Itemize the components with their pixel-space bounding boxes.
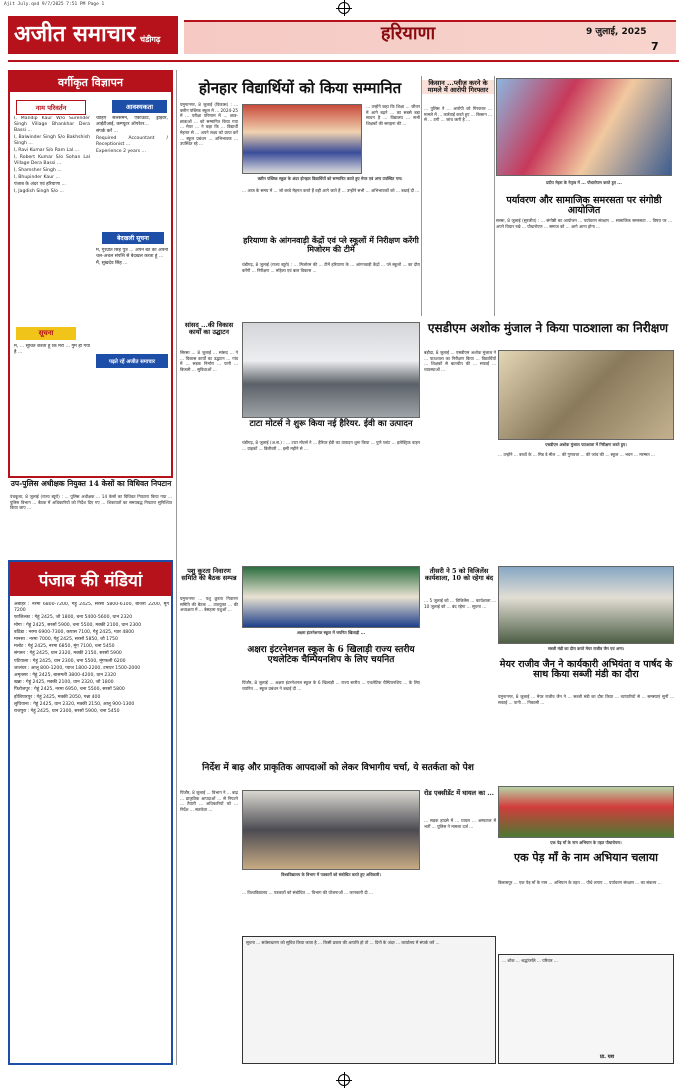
classifieds-block xyxy=(8,70,173,478)
paper-name: अजीत समाचार xyxy=(14,21,136,47)
mandi-entry: अबोहर : नरमा 6800-7200, गेहूं 2425, सरसों 5800-6100, बाजरा 2200, मूंग 7200 xyxy=(14,602,169,614)
police-body: पंचकूला, 8 जुलाई (राज्य ब्यूरो) : ... पुलिस अधीक्षक ... 14 केसों का विधिवत निपटारा किया गया ... पुलिस विभाग ... बैठक में अधिकारियों को निर्देश दिए गए ... शिकायतों का समयबद्ध निपटारा सुनिश्चित किया जाए ... xyxy=(10,494,172,511)
police-headline: उप-पुलिस अधीक्षक नियुक्त 14 केसों का विधिवत निपटान xyxy=(10,479,172,488)
author-credit: प्रा. यश xyxy=(600,1054,615,1060)
harrier-photo xyxy=(242,322,420,418)
pashu-headline: पशु कुरता निवारण समिति की बैठक सम्पन्न xyxy=(181,567,237,583)
mandi-entry: होशियारपुर : गेहूं 2425, मक्की 2050, गन्ना 400 xyxy=(14,694,101,700)
mandi-entry: जालंधर : आलू 800-1200, प्याज 1800-2200, टमाटर 1500-2000 xyxy=(14,665,141,671)
event-photo xyxy=(496,78,672,176)
page-number: 7 xyxy=(651,40,659,53)
tata-headline: टाटा मोटर्स ने शुरू किया नई हैरियर. ईवी का उत्पादन xyxy=(249,419,413,429)
mandi-entry: बठिंडा : नरमा 6900-7300, कपास 7100, गेहूं 2425, ग्वार 4800 xyxy=(14,629,135,635)
ped-body: बिलासपुर ... एक पेड़ माँ के नाम ... अभियान के तहत ... पौधे लगाए ... पर्यावरण संरक्षण ... का संकल्प ... xyxy=(498,880,662,885)
sdm-photo-caption: एसडीएम अशोक मुंजाल पाठशाला में निरीक्षण करते हुए। xyxy=(545,442,627,447)
classifieds-title: वर्गीकृत विज्ञापन xyxy=(58,76,123,89)
notice-banner: पढ़ते रहें अजीत समाचार xyxy=(96,354,168,368)
kisan-headline: किसान ...प्लीज़ करने के मामले में आरोपी गिरफ्तार xyxy=(422,80,494,94)
city-name: चंडीगढ़ xyxy=(140,35,161,44)
mandi-entry: मोगा : गेहूं 2425, सरसों 5900, चना 5500, मक्की 2100, धान 2300 xyxy=(14,622,142,628)
photo-box-text: ... शोक ... श्रद्धांजलि ... परिवार ... xyxy=(502,958,558,963)
bottom-body-col2: ... विश्वविद्यालय ... पत्रकारों को संबोधित ... विभाग की योजनाओं ... जानकारी दी ... xyxy=(242,890,373,895)
mandi-entry: राजपुरा : गेहूं 2425, धान 2300, सरसों 5900, चना 5450 xyxy=(14,709,120,715)
print-slug: Ajit July.qxd 9/7/2025 7:51 PM Page 1 xyxy=(4,2,105,7)
mandi-entry: फिरोजपुर : गेहूं 2425, नरमा 6950, चना 5500, सरसों 5800 xyxy=(14,687,125,693)
ped-headline: एक पेड़ माँ के नाम अभियान चलाया xyxy=(514,851,658,864)
mandi-entry: संगरूर : गेहूं 2425, धान 2320, मक्की 2150, सरसों 5900 xyxy=(14,651,122,657)
press-photo-caption: विश्वविद्यालय के विभाग में पत्रकारों को संबोधित करते हुए अधिकारी। xyxy=(281,872,381,877)
masthead xyxy=(8,14,679,58)
main-body: यमुनानगर, 8 जुलाई (विकास) : ... क्लीन पब्लिक स्कूल में ... 2024-25 में ... परीक्षा परिणाम में ... छात्र-छात्राओं ... को सम्मानित किया गया ... मेयर ... ने कहा कि ... विद्यार्थी मेहनत से ... अपने लक्ष्य को प्राप्त करें ... स्कूल प्रबंधन ... अभिभावक ... उपस्थित रहे ... xyxy=(180,102,238,147)
anganwadi-body: चंडीगढ़, 8 जुलाई (राज्य ब्यूरो) : ... मिजोरम की ... टीमें हरियाणा के ... आंगनवाड़ी केंद्रों ... प्ले स्कूलों ... का दौरा करेंगी ... निरीक्षण ... महिला एवं बाल विकास ... xyxy=(242,262,420,273)
classified-ad: I, Mandip Kaur W/o Surender Singh Village Bhankhar Dera Bassi ... I, Balwinder Singh S/o Bakhshish Singh ... I, Ravi Kumar S/o Ram Lal ... I, Robert Kumar S/o Sohan Lal Village Dera Bassi ... I, Shamsher Singh ... I, Bhupinder Kaur ... पंजाब के अंदर एवं हरियाणा ... I, Jagdish Singh S/o ... xyxy=(14,116,90,194)
road-body: ... सड़क हादसे में ... घायल ... अस्पताल में भर्ती ... पुलिस ने मामला दर्ज ... xyxy=(424,818,496,829)
press-photo xyxy=(242,790,420,870)
paryavaran-body: सरसा, 8 जुलाई (सुरजीत) : ... संगोष्ठी का आयोजन ... पर्यावरण संरक्षण ... सामाजिक समरसता ... विषय पर ... अपने विचार रखे ... पौधारोपण ... समाज को ... आगे आना होगा ... xyxy=(496,218,672,229)
anganwadi-headline: हरियाणा के आंगनवाड़ी केंद्रों एवं प्ले स्कूलों में निरीक्षण करेंगी मिजोरम की टीमें xyxy=(243,235,419,254)
column-rule xyxy=(494,76,495,316)
column-rule xyxy=(176,70,177,1065)
tree-photo-caption: एक पेड़ माँ के नाम अभियान के तहत पौधारोपण। xyxy=(550,840,622,845)
athletics-headline: अक्षरा इंटरनेशनल स्कूल के 6 खिलाड़ी राज्य स्तरीय एथलेटिक चैम्पियनशिप के लिए चयनित xyxy=(247,645,415,665)
issue-date: 9 जुलाई, 2025 xyxy=(586,27,647,37)
mandi-block xyxy=(8,560,173,1065)
mandi-visit-photo xyxy=(498,566,674,644)
mandi-entry: अमृतसर : गेहूं 2425, बासमती 3800-4200, धान 2320 xyxy=(14,673,117,679)
mandi-entry: फाजिल्का : गेहूं 2425, जौ 1800, चना 5400-5600, धान 2320 xyxy=(14,615,133,621)
mayor-body: यमुनानगर, 8 जुलाई ... मेयर राजीव जैन ने ... सब्जी मंडी का दौरा किया ... व्यापारियों से ... समस्याएं सुनीं ... सफाई ... पानी ... निकासी ... xyxy=(498,694,674,705)
mandi-entry: पटियाला : गेहूं 2425, धान 2300, चना 5500, मूंगफली 6200 xyxy=(14,658,126,664)
kisan-body: ... पुलिस ने ... आरोपी को गिरफ्तार ... मामले में ... कार्रवाई करते हुए ... किसान ... से ... ठगी ... जांच जारी है ... xyxy=(424,106,492,123)
sdm-photo xyxy=(498,350,674,440)
athletics-body: पिंजौर, 8 जुलाई ... अक्षरा इंटरनेशनल स्कूल के 6 खिलाड़ी ... राज्य स्तरीय ... एथलेटिक चैम्पियनशिप ... के लिए चयनित ... स्कूल प्रबंधन ने बधाई दी ... xyxy=(242,680,420,691)
mandi-entry: मलोट : गेहूं 2425, नरमा 6850, मूंग 7100, चना 5450 xyxy=(14,644,115,650)
athletes-photo xyxy=(242,566,420,628)
wanted-label: आवश्यकता xyxy=(112,100,167,113)
main-body-col2: ... उन्होंने कहा कि शिक्षा ... जीवन में आगे बढ़ने ... का सबसे बड़ा साधन है ... विद्यालय ... सभी शिक्षकों की सराहना की ... xyxy=(366,104,420,126)
mandi-list xyxy=(14,602,169,1062)
event-photo-caption: प्रदीप मेहरा के नेतृत्व में ... पौधारोपण करते हुए ... xyxy=(546,180,622,185)
sdm-body-col2: ... उन्होंने ... बच्चों के ... मिड डे मील ... की गुणवत्ता ... की जांच की ... स्कूल ... भवन ... मरम्मत ... xyxy=(498,452,655,457)
athletes-photo-caption: अक्षरा इंटरनेशनल स्कूल में चयनित खिलाड़ी ... xyxy=(296,630,366,635)
classified-ad: चाहिए सैलेसमैन, एकाउंटेंट, ड्राइवर, आईटीआई, कम्प्यूटर ऑपरेटर... संपर्क करें ... Required Accountant / Receptionist ... Experience 2 years ... xyxy=(96,116,168,154)
paryavaran-headline: पर्यावरण और सामाजिक समरसता पर संगोष्ठी आयोजित xyxy=(506,195,662,217)
dehdani-label: बेदखली सूचना xyxy=(102,232,164,244)
mandi-entry: लुधियाना : गेहूं 2425, धान 2320, मक्की 2150, आलू 900-1300 xyxy=(14,701,135,707)
sansad-body: सिरसा ... 8 जुलाई ... सांसद ... ने ... विकास कार्यों का उद्घाटन ... गांव में ... सड़क निर्माण ... पानी ... बिजली ... सुविधाओं ... xyxy=(180,350,238,372)
mandi-entry: मानसा : नरमा 7000, गेहूं 2425, सरसों 5850, जौ 1750 xyxy=(14,637,118,643)
mandi-title: पंजाब की मंडियां xyxy=(38,571,143,591)
classified-ad: मैं, गुरप्रीत सिंह पुत्र ... अपने बेटे को अपनी चल-अचल संपत्ति से बेदखल करता हूं ... मैं, सुखदेव सिंह ... xyxy=(96,248,168,266)
bottom-headline: निर्देश में बाढ़ और प्राकृतिक आपदाओं को लेकर विभागीय चर्चा, ये सतर्कता को पेश xyxy=(202,763,474,773)
road-headline: रोड एक्सीडेंट में घायल का ... xyxy=(423,789,495,797)
sdm-headline: एसडीएम अशोक मुंजाल ने किया पाठशाला का निरीक्षण xyxy=(427,321,669,335)
registration-mark-bottom xyxy=(338,1074,350,1086)
students-photo-caption: क्लीन पब्लिक स्कूल के अंदर होनहार विद्यार्थियों को सम्मानित करते हुए मेयर एवं अन्य उपस्थित गण। xyxy=(257,176,403,181)
mandi-visit-photo-caption: सब्जी मंडी का दौरा करते मेयर राजीव जैन एवं अन्य। xyxy=(547,646,625,651)
classified-ad: मैं, ... सूचित करता हूं कि मेरा ... गुम हो गया है ... xyxy=(14,344,90,355)
name-change-label: नाम परिवर्तन xyxy=(16,100,86,115)
mandi-entry: खन्ना : गेहूं 2425, मक्की 2100, धान 2320, जौ 1800 xyxy=(14,680,114,686)
ad-box-text: सूचना ... सर्वसाधारण को सूचित किया जाता है ... किसी प्रकार की आपत्ति हो तो ... दिनों के अंदर ... कार्यालय में संपर्क करें ... xyxy=(246,940,440,945)
tisri-headline: तीसरी ने 5 को विजिलेंस कार्यशाला, 10 को रहेगा बंद xyxy=(424,567,494,583)
mayor-headline: मेयर राजीव जैन ने कार्यकारी अभियंता व पार्षद के साथ किया सब्जी मंडी का दौरा xyxy=(499,659,673,681)
main-body-col3: ... आज के समय में ... जो बच्चे मेहनत करते हैं वही आगे जाते हैं ... उन्होंने सभी ... अभिभावकों को ... बधाई दी ... xyxy=(242,188,420,193)
registration-mark-top xyxy=(338,2,350,14)
tisri-body: ... 5 जुलाई को ... विजिलेंस ... कार्यशाला ... 10 जुलाई को ... बंद रहेगा ... सूचना ... xyxy=(424,598,496,609)
sdm-body: बड़ौदा, 8 जुलाई ... एसडीएम अशोक मुंजाल ने ... पाठशाला का निरीक्षण किया ... विद्यार्थियों ... शिक्षकों से बातचीत की ... सफाई ... व्यवस्थाओं ... xyxy=(424,350,496,372)
students-photo xyxy=(242,104,362,174)
main-headline: होनहार विद्यार्थियों को किया सम्मानित xyxy=(198,79,402,97)
column-rule xyxy=(421,76,422,316)
tata-body: चंडीगढ़, 8 जुलाई (अ.स.) : ... टाटा मोटर्स ने ... हैरियर ईवी का उत्पादन शुरू किया ... पुणे प्लांट ... इलेक्ट्रिक वाहन ... ग्राहकों ... डिलीवरी ... इसी महीने से ... xyxy=(242,440,420,451)
bottom-body: पिंजौर, 8 जुलाई ... विभाग ने ... बाढ़ ... प्राकृतिक आपदाओं ... से निपटने ... तैयारी ... अधिकारियों को ... निर्देश ... सतर्कता ... xyxy=(180,790,238,812)
suchna-label: सूचना xyxy=(16,327,76,340)
sansad-headline: सांसद ...की विकास कार्यों का उद्घाटन xyxy=(184,321,234,337)
masthead-rule xyxy=(8,60,679,62)
tree-photo xyxy=(498,786,674,838)
section-title: हरियाणा xyxy=(380,23,436,44)
pashu-body: यमुनानगर ... पशु क्रूरता निवारण समिति की बैठक ... उपायुक्त ... की अध्यक्षता में ... बेसहारा पशुओं ... xyxy=(180,596,238,613)
